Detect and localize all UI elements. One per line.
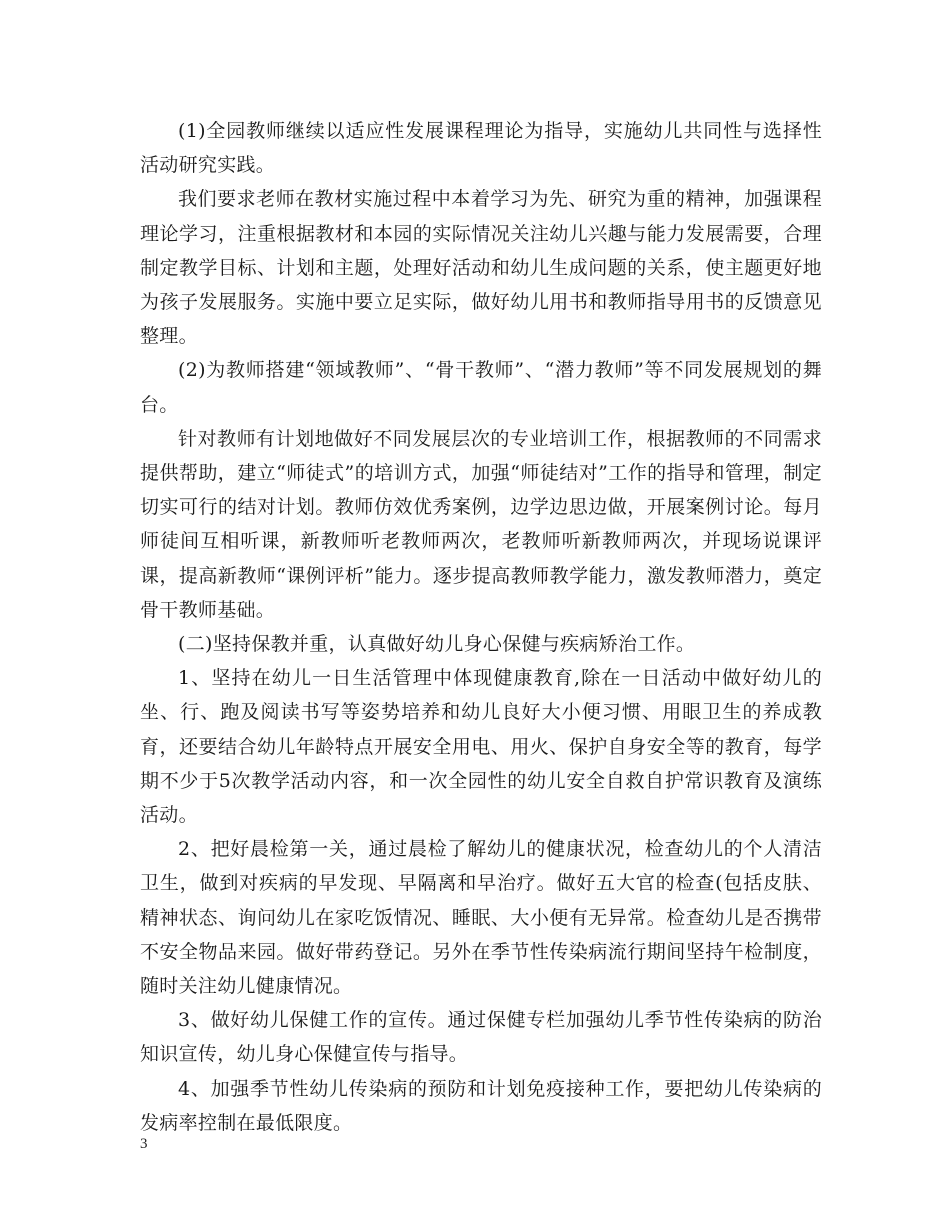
paragraph-1: (1)全园教师继续以适应性发展课程理论为指导，实施幼儿共同性与选择性活动研究实践。 xyxy=(140,120,822,177)
paragraph-3: (2)为教师搭建“领域教师”、“骨干教师”、“潜力教师”等不同发展规划的舞台。 xyxy=(140,359,822,416)
paragraph-2: 我们要求老师在教材实施过程中本着学习为先、研究为重的精神，加强课程理论学习，注重根据教材和本园的实际情况关注幼儿兴趣与能力发展需要，合理制定教学目标、计划和主题，处理好活动和幼儿生成问题的关系，使主题更好地为孩子发展服务。实施中要立足实际，做好幼儿用书和教师指导用书的反馈意见整理。 xyxy=(140,188,822,348)
paragraph-4: 针对教师有计划地做好不同发展层次的专业培训工作，根据教师的不同需求提供帮助，建立“师徒式”的培训方式，加强“师徒结对”工作的指导和管理，制定切实可行的结对计划。教师仿效优秀案例，边学边思边做，开展案例讨论。每月师徒间互相听课，新教师听老教师两次，老教师听新教师两次，并现场说课评课，提高新教师“课例评析”能力。逐步提高教师教学能力，激发教师潜力，奠定骨干教师基础。 xyxy=(140,427,822,621)
paragraph-6: 1、坚持在幼儿一日生活管理中体现健康教育,除在一日活动中做好幼儿的坐、行、跑及阅读书写等姿势培养和幼儿良好大小便习惯、用眼卫生的养成教育，还要结合幼儿年龄特点开展安全用电、用火、保护自身安全等的教育，每学期不少于5次教学活动内容，和一次全园性的幼儿安全自救自护常识教育及演练活动。 xyxy=(140,667,822,827)
paragraph-8: 3、做好幼儿保健工作的宣传。通过保健专栏加强幼儿季节性传染病的防治知识宣传，幼儿身心保健宣传与指导。 xyxy=(140,1009,822,1066)
paragraph-9: 4、加强季节性幼儿传染病的预防和计划免疫接种工作，要把幼儿传染病的发病率控制在最低限度。 xyxy=(140,1077,822,1134)
paragraph-7: 2、把好晨检第一关，通过晨检了解幼儿的健康状况，检查幼儿的个人清洁卫生，做到对疾病的早发现、早隔离和早治疗。做好五大官的检查(包括皮肤、精神状态、询问幼儿在家吃饭情况、睡眠、大小便有无异常。检查幼儿是否携带不安全物品来园。做好带药登记。另外在季节性传染病流行期间坚持午检制度，随时关注幼儿健康情况。 xyxy=(140,838,822,998)
paragraph-5: (二)坚持保教并重，认真做好幼儿身心保健与疾病矫治工作。 xyxy=(178,633,696,656)
page-number: 3 xyxy=(140,1136,148,1152)
document-body xyxy=(140,114,822,1140)
